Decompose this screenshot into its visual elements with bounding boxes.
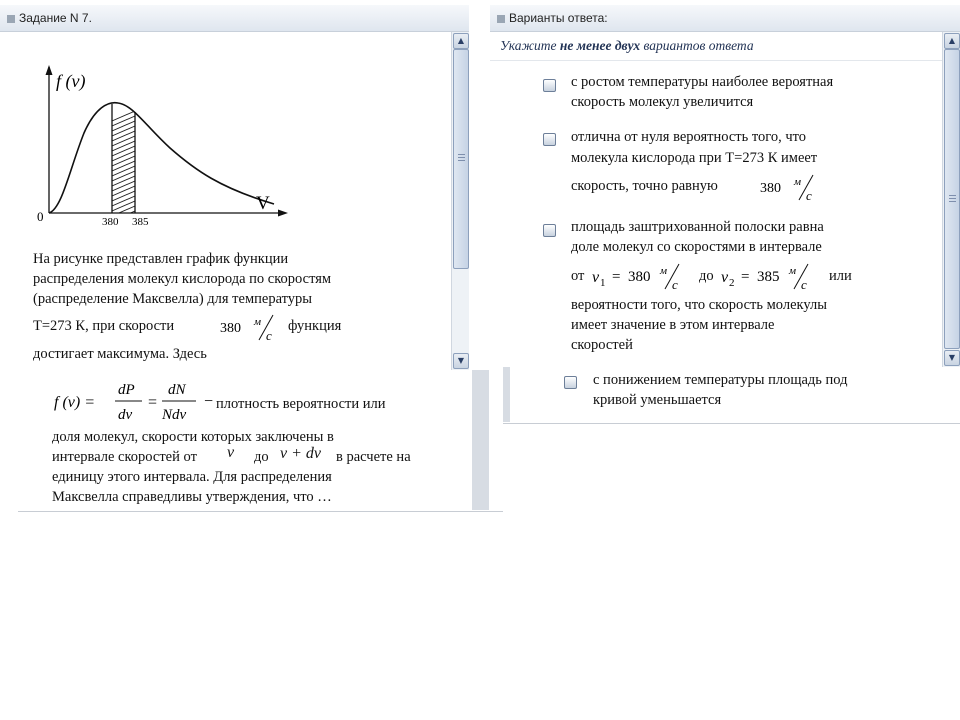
distribution-curve: [49, 103, 274, 213]
option-3-text: имеет значение в этом интервале: [571, 317, 775, 333]
hatch-line: [112, 196, 135, 206]
svg-text:м: м: [254, 316, 262, 328]
speed-380-m-per-s: [758, 170, 824, 202]
panel-square-icon: [497, 15, 505, 23]
task-text-line: (распределение Максвелла) для температуры: [33, 291, 313, 307]
option-2-checkbox[interactable]: [543, 133, 556, 146]
task-text-line: На рисунке представлен график функции: [33, 251, 289, 267]
option-3-text: от: [571, 268, 585, 284]
scroll-thumb[interactable]: [944, 49, 960, 349]
panel-square-icon: [7, 15, 15, 23]
speed-380-m-per-s: [218, 310, 284, 342]
v2-equals-385: [719, 260, 829, 294]
hatch-line: [112, 171, 135, 181]
option-2-text: скорость, точно равную: [571, 178, 718, 194]
svg-text:=: =: [612, 269, 621, 285]
answers-title: Варианты ответа:: [509, 11, 608, 25]
task-text-line: плотность вероятности или: [216, 396, 386, 412]
option-2-text: отлична от нуля вероятность того, что: [571, 129, 807, 145]
svg-text:380: 380: [628, 269, 651, 285]
option-1-text: скорость молекул увеличится: [571, 94, 754, 110]
scroll-up-button[interactable]: ▲: [453, 33, 469, 49]
answers-panel-scrollbar[interactable]: [942, 32, 960, 367]
svg-text:−: −: [204, 393, 214, 410]
svg-text:f (v) =: f (v) =: [54, 394, 95, 411]
svg-text:2: 2: [729, 277, 735, 289]
option-4-text: кривой уменьшается: [593, 392, 722, 408]
instruction-divider: [490, 60, 942, 61]
svg-text:м: м: [794, 176, 802, 188]
hatch-line: [112, 151, 135, 161]
svg-text:Ndv: Ndv: [162, 407, 187, 423]
task-title: Задание N 7.: [19, 11, 92, 25]
hatch-line: [112, 131, 135, 141]
hatch-line: [112, 156, 135, 166]
option-1-checkbox[interactable]: [543, 79, 556, 92]
task-panel: [0, 5, 469, 370]
svg-text:dv: dv: [118, 407, 133, 423]
hatch-line: [112, 181, 135, 191]
svg-text:380: 380: [220, 321, 241, 336]
scroll-down-button[interactable]: ▼: [944, 350, 960, 366]
task-text-line: Т=273 К, при скорости: [33, 318, 175, 334]
svg-text:м: м: [660, 265, 668, 277]
option-3-text: до: [699, 268, 714, 284]
task-text-line: распределения молекул кислорода по скоростям: [33, 271, 332, 287]
hatch-line: [112, 121, 135, 131]
overflow-scroll-strip: [472, 370, 489, 510]
option-3-checkbox[interactable]: [543, 224, 556, 237]
hatch-line: [112, 191, 135, 201]
maxwell-distribution-graph: [30, 63, 290, 233]
svg-text:=: =: [148, 394, 158, 411]
task-text-line: достигает максимума. Здесь: [33, 346, 207, 362]
scroll-thumb[interactable]: [453, 49, 469, 269]
graph-x-label: V: [256, 193, 270, 214]
hatch-line: [112, 136, 135, 146]
task-text-line: интервале скоростей от: [52, 449, 197, 465]
answer-instruction: Укажите не менее двух вариантов ответа: [500, 38, 754, 53]
option-4-text: с понижением температуры площадь под: [593, 372, 848, 388]
hatch-line: [112, 166, 135, 176]
task-text-line: доля молекул, скорости которых заключены в: [52, 429, 334, 445]
option-4-checkbox[interactable]: [564, 376, 577, 389]
task-text-line: Максвелла справедливы утверждения, что …: [52, 489, 332, 505]
hatch-line: [112, 126, 135, 136]
task-panel-titlebar: [0, 5, 469, 32]
math-v: v: [227, 444, 235, 461]
v1-equals-380: [590, 260, 700, 294]
svg-text:с: с: [801, 277, 807, 292]
svg-text:с: с: [672, 277, 678, 292]
option-3-text: или: [829, 268, 852, 284]
overflow-scroll-strip: [503, 367, 510, 422]
hatch-line: [112, 116, 135, 126]
scroll-down-button[interactable]: ▼: [453, 353, 469, 369]
task-text-line: единицу этого интервала. Для распределения: [52, 469, 332, 485]
option-2-text: молекула кислорода при Т=273 К имеет: [571, 150, 818, 166]
svg-text:=: =: [741, 269, 750, 285]
option-1-text: с ростом температуры наиболее вероятная: [571, 74, 834, 90]
hatch-line: [112, 141, 135, 151]
graph-tick-385: 385: [132, 216, 149, 228]
answers-panel-overflow: [503, 367, 960, 424]
hatch-line: [112, 186, 135, 196]
task-text-line: до: [254, 449, 269, 465]
svg-text:с: с: [266, 328, 272, 342]
hatch-line: [112, 146, 135, 156]
option-3-text: площадь заштрихованной полоски равна: [571, 219, 824, 235]
graph-tick-380: 380: [102, 216, 119, 228]
graph-y-label: f (v): [56, 71, 86, 91]
answers-panel-titlebar: [490, 5, 960, 32]
hatch-line: [112, 206, 135, 216]
svg-text:1: 1: [600, 277, 606, 289]
task-text-line: в расчете на: [336, 449, 411, 465]
hatch-line: [112, 201, 135, 211]
task-panel-scrollbar[interactable]: [451, 32, 469, 370]
math-v-plus-dv: v + dv: [280, 445, 321, 462]
svg-text:v: v: [721, 269, 729, 286]
scroll-up-button[interactable]: ▲: [944, 33, 960, 49]
task-text-line: функция: [288, 318, 342, 334]
graph-origin-label: 0: [37, 209, 44, 224]
svg-text:м: м: [789, 265, 797, 277]
option-3-text: скоростей: [571, 337, 633, 353]
svg-text:с: с: [806, 188, 812, 202]
task-panel-overflow: [18, 370, 503, 512]
hatch-line: [112, 111, 135, 121]
option-3-text: доле молекул со скоростями в интервале: [571, 239, 822, 255]
svg-text:dN: dN: [168, 382, 186, 398]
svg-text:dP: dP: [118, 382, 135, 398]
hatch-line: [112, 161, 135, 171]
answers-panel: [490, 5, 960, 367]
option-3-text: вероятности того, что скорость молекулы: [571, 297, 827, 313]
svg-text:385: 385: [757, 269, 780, 285]
svg-text:v: v: [592, 269, 600, 286]
hatch-line: [112, 176, 135, 186]
svg-text:380: 380: [760, 181, 781, 196]
